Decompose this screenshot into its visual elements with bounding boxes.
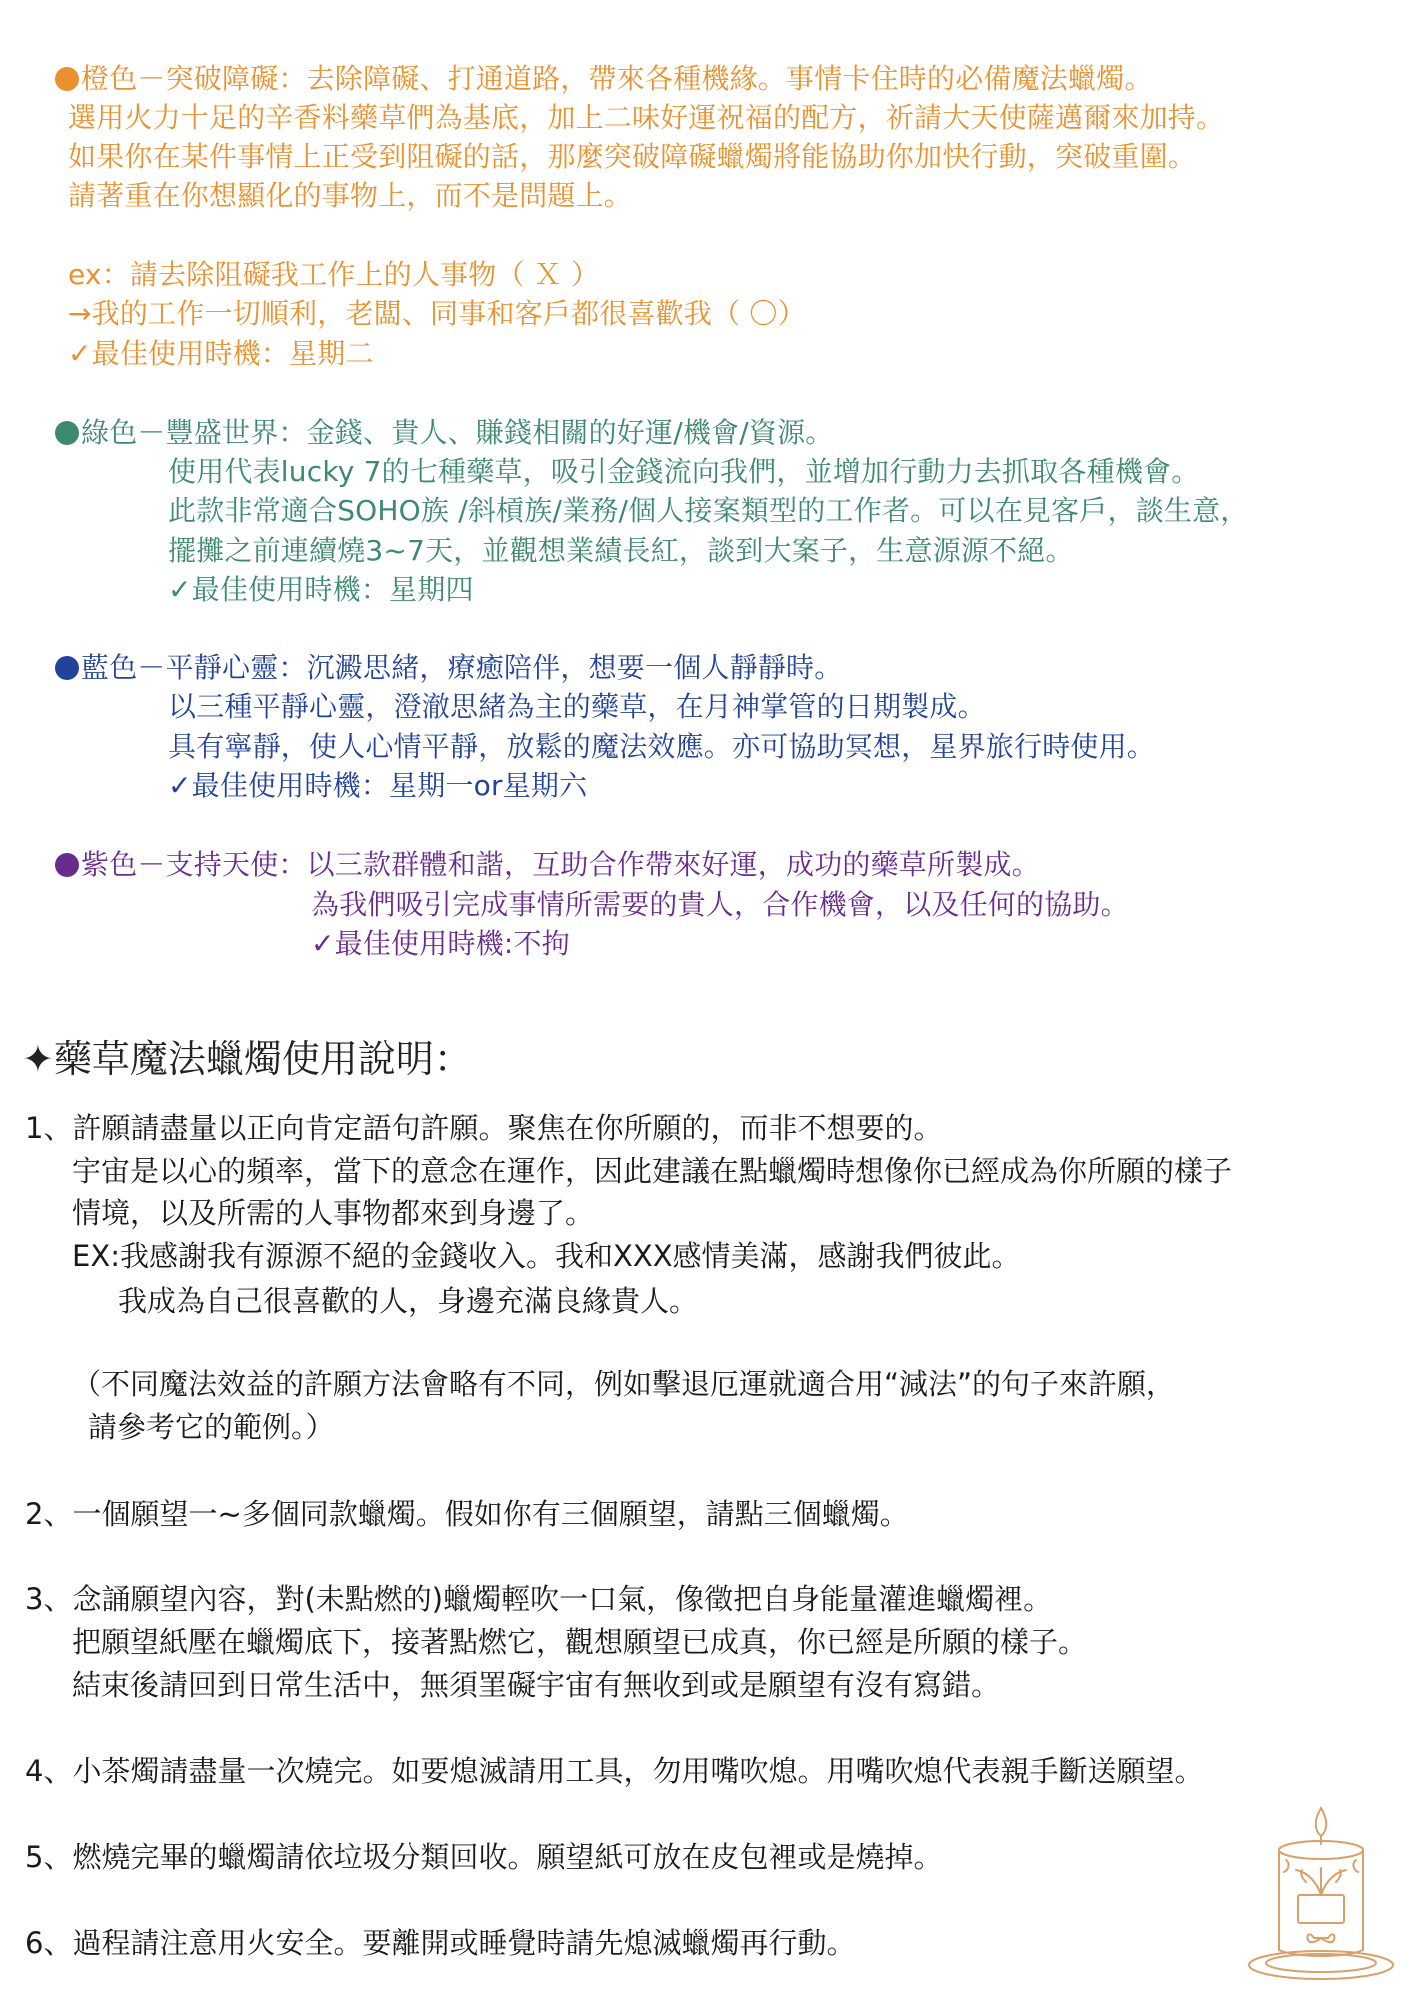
- orange-dot-bullet-icon: [55, 67, 79, 91]
- purple-dot-bullet-icon: [55, 853, 79, 877]
- blue-line: 以三種平靜心靈，澄澈思緒為主的藥草，在月神掌管的日期製成。: [168, 690, 986, 723]
- instructions-title: ✦藥草魔法蠟燭使用說明：: [22, 1037, 472, 1081]
- instruction-example: EX:我感謝我有源源不絕的金錢收入。我和XXX感情美滿，感謝我們彼此。: [72, 1239, 1021, 1273]
- orange-example: ex：請去除阻礙我工作上的人事物（ Ｘ ）: [68, 258, 600, 291]
- purple-heading: 紫色－支持天使：以三款群體和諧，互助合作帶來好運，成功的藥草所製成。: [55, 851, 1040, 879]
- green-line: 此款非常適合SOHO族 /斜槓族/業務/個人接案類型的工作者。可以在見客戶，談生意，: [168, 494, 1249, 527]
- instruction-example: 我成為自己很喜歡的人，身邊充滿良緣貴人。: [118, 1284, 699, 1318]
- green-line: 擺攤之前連續燒3~7天，並觀想業績長紅，談到大案子，生意源源不絕。: [168, 534, 1074, 567]
- instruction-note: （不同魔法效益的許願方法會略有不同，例如擊退厄運就適合用“減法”的句子來許願，: [72, 1367, 1176, 1401]
- purple-line: 為我們吸引完成事情所需要的貴人，合作機會，以及任何的協助。: [311, 888, 1129, 921]
- instruction-item-2: 2、一個願望一~多個同款蠟燭。假如你有三個願望，請點三個蠟燭。: [25, 1497, 909, 1531]
- instruction-note: 請參考它的範例。）: [88, 1410, 335, 1444]
- blue-line: 具有寧靜，使人心情平靜，放鬆的魔法效應。亦可協助冥想，星界旅行時使用。: [168, 730, 1156, 763]
- instruction-item-1: 1、許願請盡量以正向肯定語句許願。聚焦在你所願的，而非不想要的。: [25, 1111, 943, 1145]
- instruction-line: 結束後請回到日常生活中，無須罣礙宇宙有無收到或是願望有沒有寫錯。: [72, 1668, 1001, 1702]
- blue-best-time: ✓最佳使用時機：星期一or星期六: [168, 769, 588, 802]
- orange-line: 如果你在某件事情上正受到阻礙的話，那麼突破障礙蠟燭將能協助你加快行動，突破重圍。: [68, 140, 1197, 173]
- flame-shape: [1316, 1808, 1327, 1836]
- instruction-item-4: 4、小茶燭請盡量一次燒完。如要熄滅請用工具，勿用嘴吹熄。用嘴吹熄代表親手斷送願望。: [25, 1754, 1204, 1788]
- instruction-line: 把願望紙壓在蠟燭底下，接著點燃它，觀想願望已成真，你已經是所願的樣子。: [72, 1625, 1088, 1659]
- candle-illustration-icon: [1236, 1800, 1406, 1990]
- green-dot-bullet-icon: [55, 421, 79, 445]
- green-heading: 綠色－豐盛世界：金錢、貴人、賺錢相關的好運/機會/資源。: [55, 419, 833, 447]
- purple-best-time: ✓最佳使用時機:不拘: [311, 927, 570, 960]
- orange-line: 選用火力十足的辛香料藥草們為基底，加上二味好運祝福的配方，祈請大天使薩邁爾來加持。: [68, 101, 1225, 134]
- instruction-line: 宇宙是以心的頻率，當下的意念在運作，因此建議在點蠟燭時想像你已經成為你所願的樣子: [72, 1154, 1233, 1188]
- orange-line: 請著重在你想顯化的事物上，而不是問題上。: [68, 179, 633, 212]
- orange-example: →我的工作一切順利，老闆、同事和客戶都很喜歡我（ 〇）: [68, 297, 806, 330]
- blue-dot-bullet-icon: [55, 656, 79, 680]
- instruction-item-3: 3、念誦願望內容，對(未點燃的)蠟燭輕吹一口氣，像徵把自身能量灌進蠟燭裡。: [25, 1582, 1053, 1616]
- orange-best-time: ✓最佳使用時機：星期二: [68, 337, 374, 370]
- green-line: 使用代表lucky 7的七種藥草，吸引金錢流向我們，並增加行動力去抓取各種機會。: [168, 455, 1200, 488]
- green-best-time: ✓最佳使用時機：星期四: [168, 573, 474, 606]
- instruction-line: 情境，以及所需的人事物都來到身邊了。: [72, 1196, 595, 1230]
- orange-heading: 橙色－突破障礙：去除障礙、打通道路，帶來各種機緣。事情卡住時的必備魔法蠟燭。: [55, 65, 1153, 93]
- instruction-item-6: 6、過程請注意用火安全。要離開或睡覺時請先熄滅蠟燭再行動。: [25, 1926, 856, 1960]
- blue-heading: 藍色－平靜心靈：沉澱思緒，療癒陪伴，想要一個人靜靜時。: [55, 654, 842, 682]
- instruction-item-5: 5、燃燒完畢的蠟燭請依垃圾分類回收。願望紙可放在皮包裡或是燒掉。: [25, 1840, 943, 1874]
